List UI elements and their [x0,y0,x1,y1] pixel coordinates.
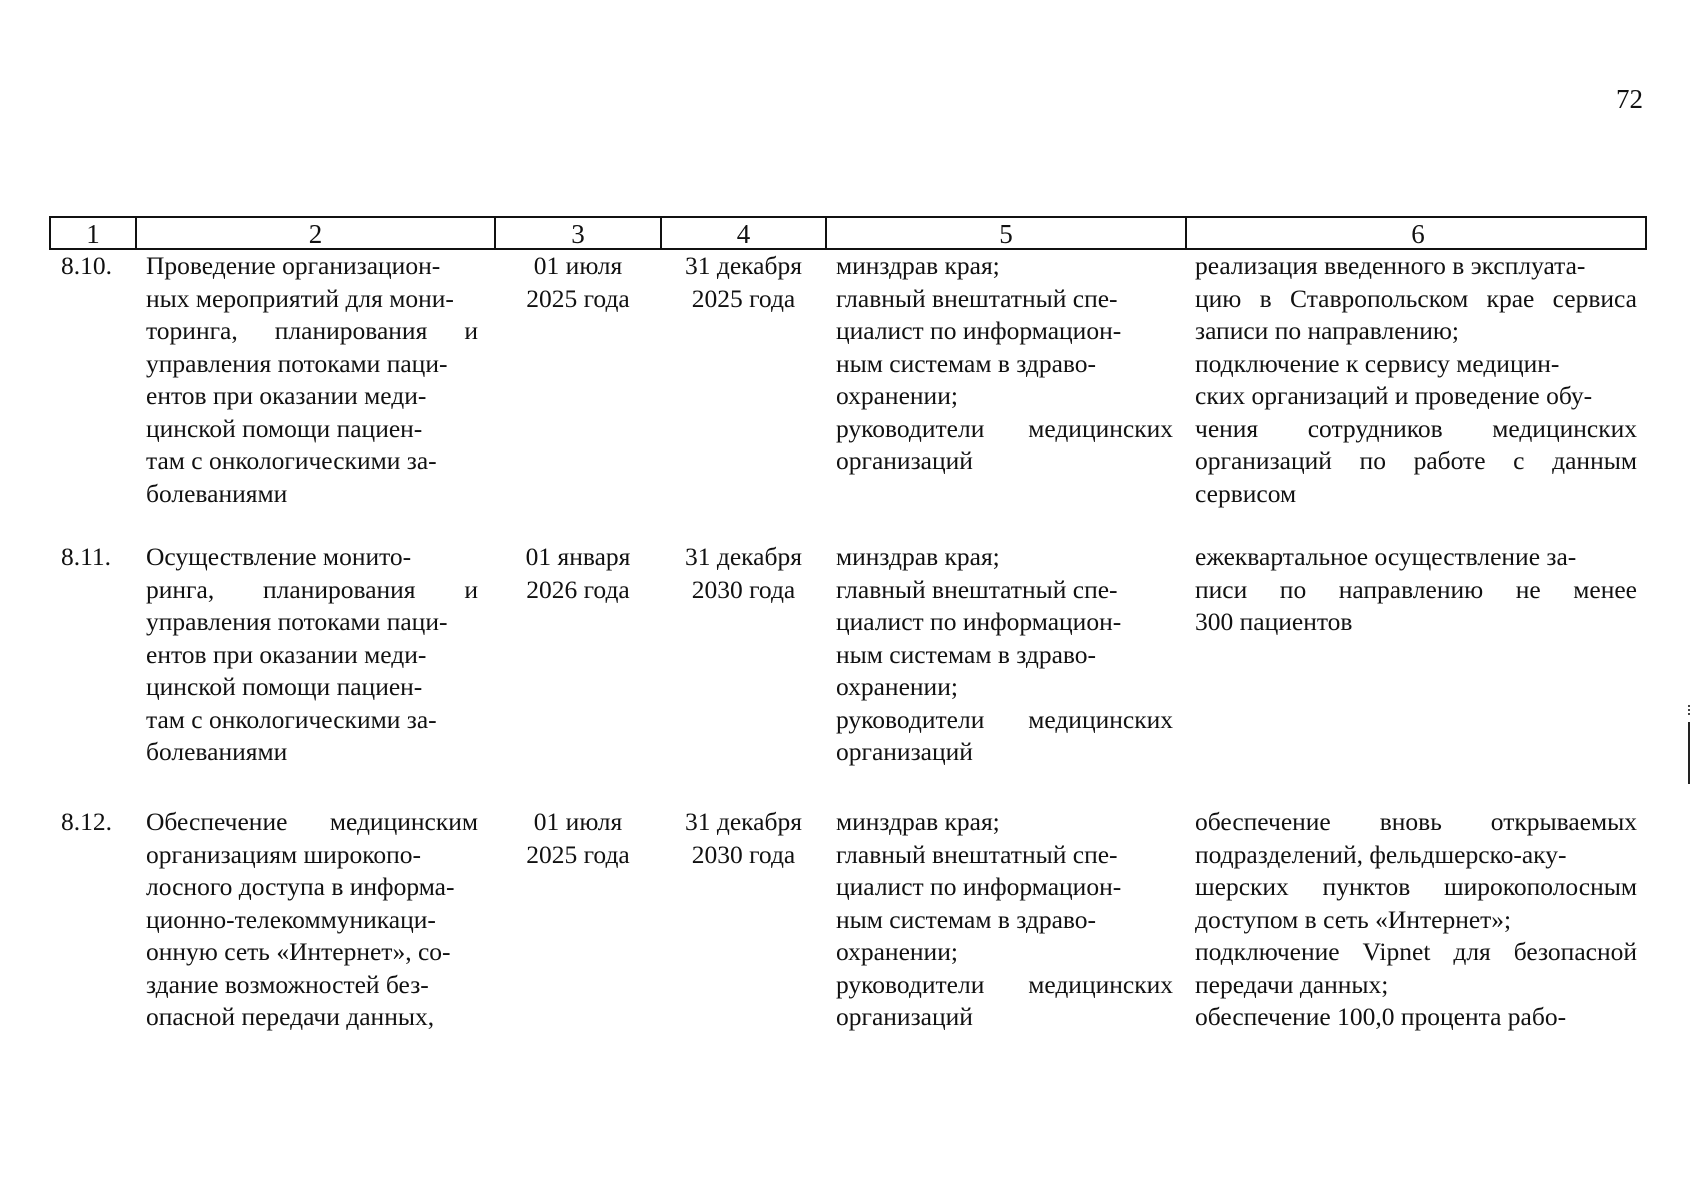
row-number-cell [49,806,133,839]
measure-title-cell [133,541,492,769]
text-line: 31 декабря [685,542,802,571]
text-line: ным системам в здраво- [836,904,1097,934]
header-col-6: 6 [1185,218,1649,248]
text-line: управления потоками паци- [146,348,448,378]
measures-table [49,216,1647,1031]
text-line: ринга, планирования и [146,574,478,604]
text-line: 300 пациентов [1195,607,1353,636]
text-line: торинга, планирования и [146,316,478,345]
start-date-cell [492,806,658,871]
row-number-cell [49,541,133,574]
result-cell [1183,541,1647,639]
text-line: там с онкологическими за- [146,446,437,475]
header-col-4: 4 [660,218,825,248]
text-line: 01 июля [533,251,623,280]
text-line: 31 декабря [685,251,802,280]
header-col-2: 2 [135,218,494,248]
text-line: 01 июля [533,807,623,836]
text-line: ских организаций и проведение обу- [1195,381,1593,410]
text-line: обеспечение вновь открываемых [1195,807,1637,836]
responsible-cell [823,806,1183,1034]
text-line: главный внештатный спе- [836,283,1118,313]
text-line: 31 декабря [685,807,802,836]
text-line: здание возможностей без- [146,969,429,999]
text-line: опасной передачи данных, [146,1002,435,1031]
text-line: ежеквартальное осуществление за- [1195,542,1577,571]
table-row [49,250,1647,535]
text-line: подключение к сервису медицин- [1195,348,1560,378]
text-line: шерских пунктов широкополосным [1195,872,1637,901]
text-line: там с онкологическими за- [146,704,437,734]
row-number-cell [49,250,133,283]
text-line: передачи данных; [1195,969,1389,999]
text-line: болеваниями [146,737,288,766]
text-line: ентов при оказании меди- [146,381,427,410]
text-line: организациям широкопо- [146,839,422,869]
table-row [49,806,1647,1046]
text-line: Осуществление монито- [146,542,412,571]
text-line: записи по направлению; [1195,316,1459,345]
text-line: подключение Vipnet для безопасной [1195,937,1637,966]
row-number: 8.12. [61,807,112,836]
text-line: цинской помощи пациен- [146,413,423,443]
text-line: цинской помощи пациен- [146,672,423,701]
responsible-cell [823,541,1183,769]
scan-artifact-dots [1688,705,1690,715]
text-line: организаций по работе с данным [1195,446,1637,475]
text-line: организаций [836,737,973,766]
text-line: писи по направлению не менее [1195,574,1637,604]
text-line: циалист по информацион- [836,607,1122,636]
end-date-cell [658,250,823,315]
text-line: доступом в сеть «Интернет»; [1195,904,1512,934]
text-line: главный внештатный спе- [836,839,1118,869]
text-line: минздрав края; [836,542,1000,571]
end-date-cell [658,806,823,871]
start-date-cell [492,250,658,315]
text-line: организаций [836,1002,973,1031]
header-col-5: 5 [825,218,1185,248]
table-header-row [49,216,1647,250]
start-date-cell [492,541,658,606]
text-line: ным системам в здраво- [836,348,1097,378]
text-line: цию в Ставропольском крае сервиса [1195,283,1637,313]
page-number: 72 [1616,84,1643,114]
text-line: охранении; [836,381,958,410]
end-date-cell [658,541,823,606]
text-line: минздрав края; [836,807,1000,836]
measure-title-cell [133,250,492,510]
table-row [49,541,1647,801]
text-line: ентов при оказании меди- [146,639,427,669]
text-line: охранении; [836,937,958,966]
text-line: онную сеть «Интернет», со- [146,937,451,966]
text-line: болеваниями [146,478,288,508]
text-line: 2030 года [691,574,796,604]
text-line: 2025 года [691,283,796,313]
text-line: руководители медицинских [836,413,1173,443]
result-cell [1183,250,1647,510]
text-line: главный внештатный спе- [836,574,1118,604]
row-number: 8.10. [61,251,112,280]
text-line: циалист по информацион- [836,316,1122,345]
scan-artifact-line [1688,722,1690,784]
text-line: 01 января [525,542,631,571]
result-cell [1183,806,1647,1034]
text-line: ционно-телекоммуникаци- [146,904,436,934]
measure-title-cell [133,806,492,1034]
row-number: 8.11. [61,542,112,571]
text-line: циалист по информацион- [836,872,1122,901]
text-line: подразделений, фельдшерско-аку- [1195,839,1567,869]
text-line: 2025 года [526,839,630,869]
header-col-3: 3 [494,218,660,248]
text-line: минздрав края; [836,251,1000,280]
text-line: реализация введенного в эксплуата- [1195,251,1586,280]
text-line: руководители медицинских [836,969,1173,999]
text-line: руководители медицинских [836,704,1173,734]
responsible-cell [823,250,1183,478]
text-line: обеспечение 100,0 процента рабо- [1195,1002,1567,1031]
text-line: 2030 года [691,839,796,869]
text-line: организаций [836,446,973,475]
header-col-1: 1 [86,219,100,249]
text-line: чения сотрудников медицинских [1195,413,1637,443]
text-line: Обеспечение медицинским [146,807,478,836]
text-line: ным системам в здраво- [836,639,1097,669]
text-line: управления потоками паци- [146,607,448,636]
text-line: Проведение организацион- [146,251,441,280]
text-line: 2025 года [526,283,630,313]
text-line: сервисом [1195,478,1297,508]
text-line: охранении; [836,672,958,701]
text-line: лосного доступа в информа- [146,872,455,901]
text-line: 2026 года [526,574,630,604]
text-line: ных мероприятий для мони- [146,283,454,313]
